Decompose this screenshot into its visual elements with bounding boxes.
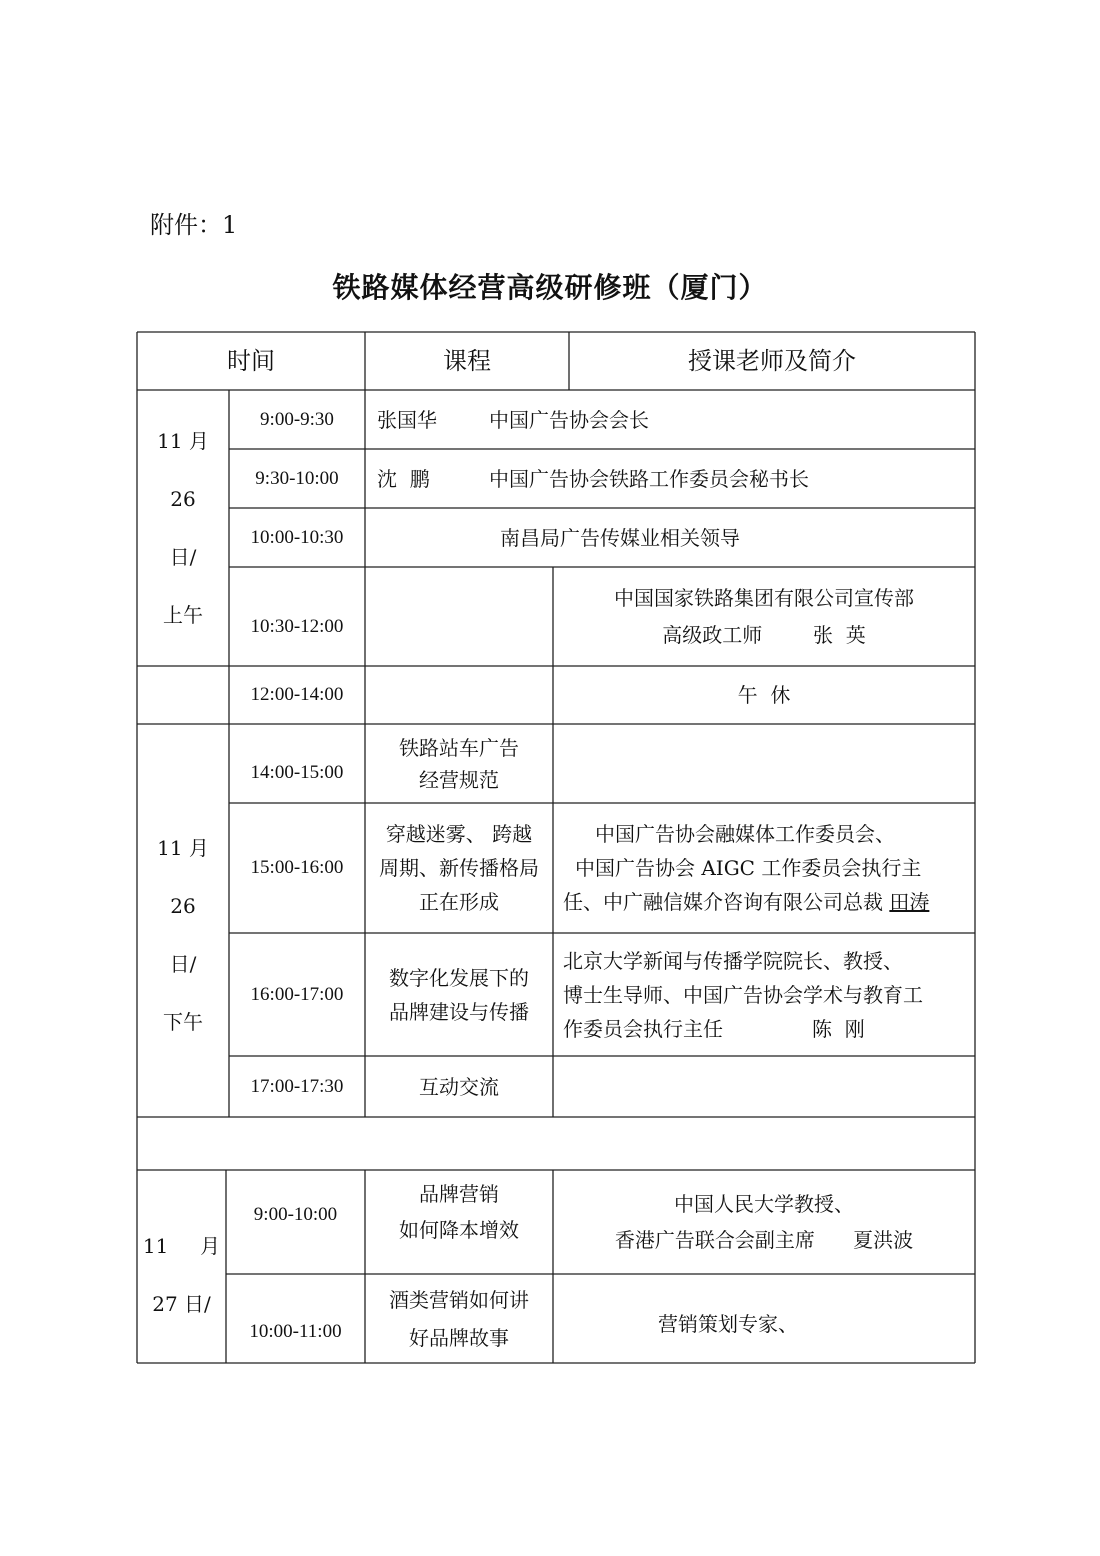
day-line: 上午: [163, 603, 203, 627]
time-cell: 14:00-15:00: [250, 761, 344, 783]
course-cell: [365, 1274, 553, 1363]
course-line: 周期、新传播格局: [379, 856, 539, 880]
time-cell: 16:00-17:00: [250, 983, 344, 1005]
day-label-day1-afternoon: [137, 724, 229, 1117]
day-line: 11 月: [142, 1234, 221, 1258]
teacher-line: 中国广告协会 AIGC 工作委员会执行主: [575, 856, 922, 880]
day-line: 下午: [163, 1009, 203, 1034]
teacher-name: 田涛: [889, 890, 930, 914]
speaker-cell: 南昌局广告传媒业相关领导: [500, 525, 740, 550]
teacher-cell: 营销策划专家、: [658, 1312, 798, 1336]
header-time: 时间: [227, 347, 275, 375]
header-course: 课程: [443, 347, 491, 375]
course-cell: [365, 1170, 553, 1274]
course-line: 品牌营销: [419, 1182, 499, 1206]
speaker-cell: [365, 390, 975, 449]
teacher-line: 高级政工师 张 英: [662, 622, 866, 647]
lunch-cell: 午 休: [737, 683, 791, 707]
teacher-line: 作委员会执行主任 陈 刚: [563, 1016, 865, 1041]
course-line: 酒类营销如何讲: [389, 1287, 529, 1312]
teacher-cell: [553, 803, 975, 933]
time-cell: 9:30-10:00: [255, 467, 339, 489]
day-label-day2-morning: [137, 1170, 226, 1363]
document-title: 铁路媒体经营高级研修班（厦门）: [332, 271, 768, 304]
course-cell: [365, 933, 553, 1056]
day-line: 日/: [169, 951, 197, 976]
course-line: 正在形成: [419, 890, 499, 914]
teacher-cell: [553, 567, 975, 666]
teacher-cell: [553, 1170, 975, 1274]
teacher-cell: [553, 933, 975, 1056]
time-cell: 17:00-17:30: [250, 1075, 344, 1097]
time-cell: 9:00-10:00: [253, 1204, 338, 1225]
teacher-line: 中国国家铁路集团有限公司宣传部: [614, 585, 914, 610]
speaker-role: 中国广告协会会长: [489, 407, 649, 432]
header-teacher: 授课老师及简介: [688, 347, 856, 375]
time-cell: 10:30-12:00: [250, 615, 344, 637]
time-cell: 15:00-16:00: [250, 857, 344, 878]
teacher-line: 北京大学新闻与传播学院院长、教授、: [563, 948, 903, 973]
teacher-line: 香港广告联合会副主席 夏洪波: [614, 1228, 914, 1252]
attachment-label: 附件：1: [150, 211, 238, 239]
speaker-role: 中国广告协会铁路工作委员会秘书长: [489, 466, 809, 491]
day-label-day1-morning: [137, 390, 229, 666]
teacher-line: [563, 885, 929, 919]
course-cell: 互动交流: [419, 1074, 499, 1099]
time-cell: 10:00-11:00: [249, 1320, 342, 1342]
teacher-line: 中国广告协会融媒体工作委员会、: [595, 822, 895, 846]
speaker-name: 沈 鹏: [377, 466, 430, 491]
day-line: 27 日/: [152, 1292, 211, 1316]
teacher-line: 博士生导师、中国广告协会学术与教育工: [563, 982, 923, 1007]
day-line: 日/: [169, 545, 197, 569]
course-cell: [365, 724, 553, 803]
day-line: 11 月 26: [157, 835, 209, 918]
course-cell: [365, 803, 553, 933]
teacher-line-text: 任、中广融信媒介咨询有限公司总裁: [563, 890, 883, 914]
time-cell: 9:00-9:30: [260, 408, 334, 430]
speaker-cell: [365, 449, 975, 508]
speaker-name: 张国华: [377, 407, 437, 432]
time-cell: 10:00-10:30: [250, 526, 344, 548]
course-cell: [365, 567, 553, 666]
teacher-line: 中国人民大学教授、: [674, 1192, 854, 1216]
day-line: 11 月 26: [157, 429, 209, 511]
course-line: 铁路站车广告: [399, 735, 519, 760]
course-line: 穿越迷雾、 跨越: [385, 822, 533, 846]
course-line: 经营规范: [419, 767, 499, 792]
time-cell: 12:00-14:00: [250, 684, 344, 705]
course-line: 品牌建设与传播: [389, 999, 529, 1024]
course-line: 如何降本增效: [399, 1218, 519, 1242]
course-line: 数字化发展下的: [389, 965, 529, 990]
course-line: 好品牌故事: [409, 1325, 509, 1350]
